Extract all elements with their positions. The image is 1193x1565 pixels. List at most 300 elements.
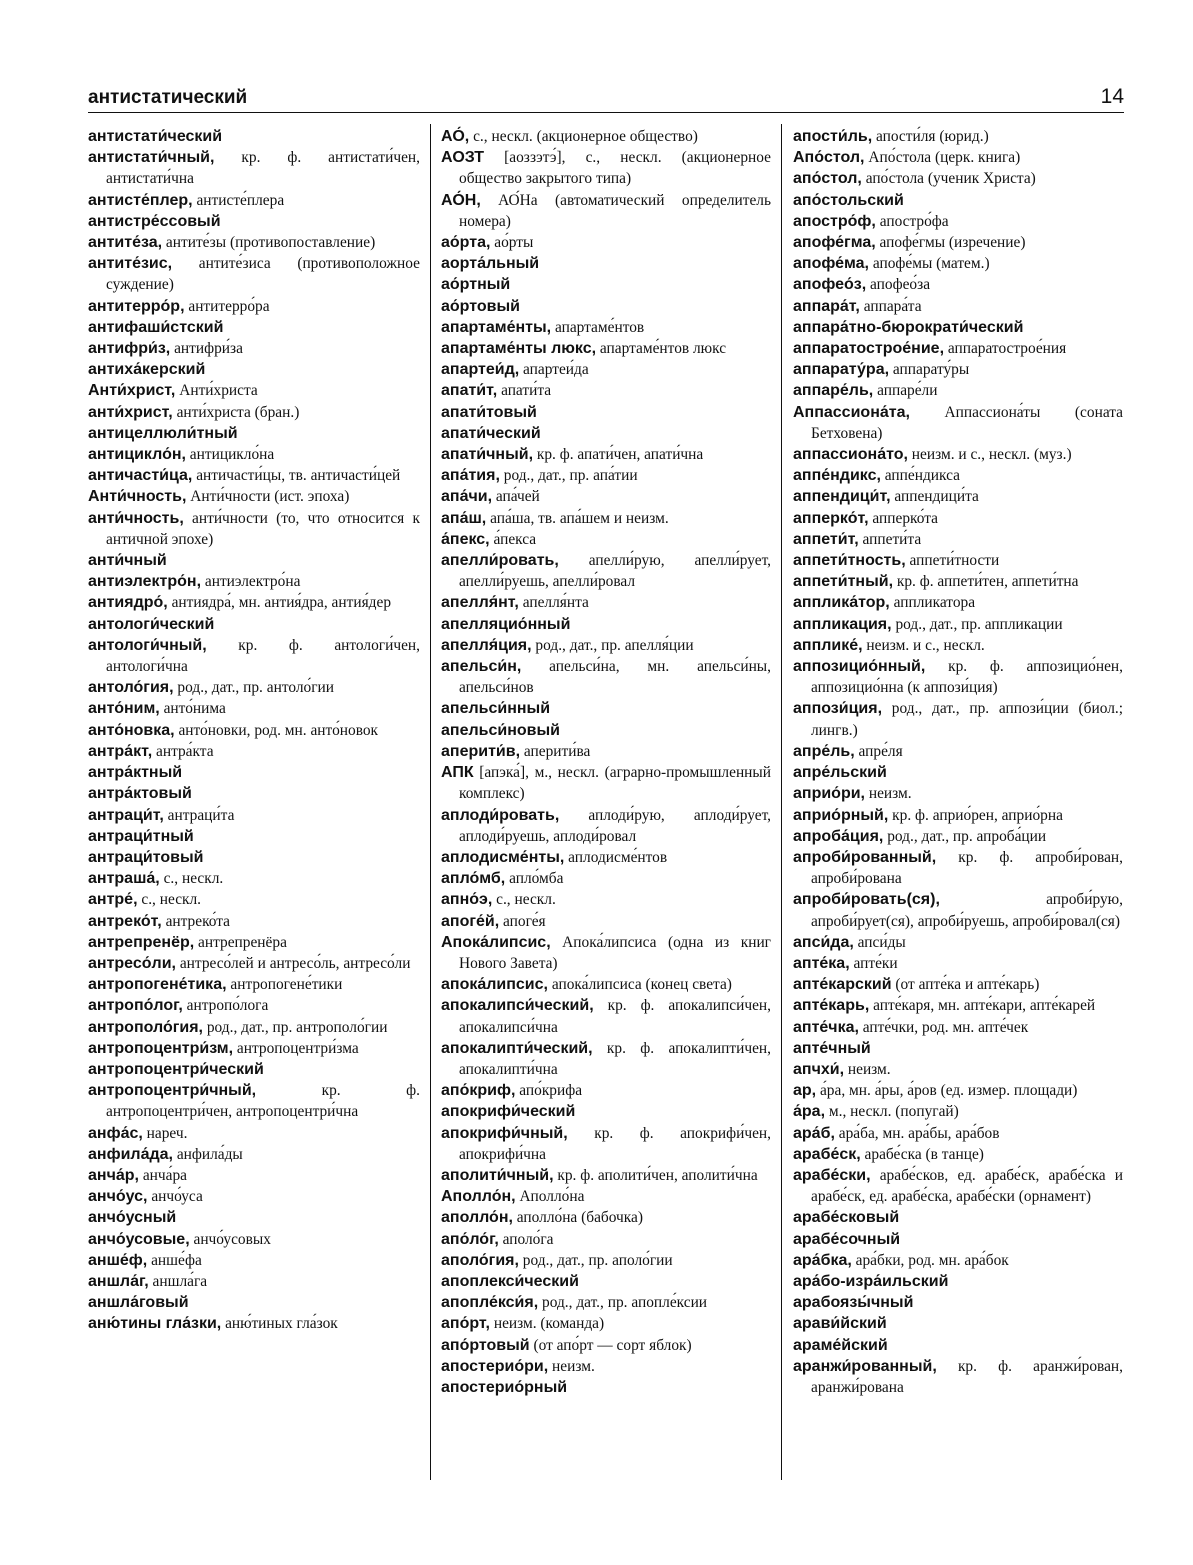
- dictionary-entry: [441, 465, 771, 486]
- headword: антистре́ссовый: [88, 212, 221, 230]
- headword: антропоцентри́ческий: [88, 1060, 264, 1078]
- headword: анти́чный: [88, 552, 167, 570]
- headword: аппара́тно-бюрократи́ческий: [793, 318, 1024, 336]
- entry-forms: Аппассиона́ты (соната Бетховена): [811, 403, 1123, 442]
- dictionary-entry: [441, 1335, 771, 1356]
- headword: антра́ктовый: [88, 785, 192, 803]
- headword: арабе́ски,: [793, 1166, 871, 1184]
- headword: апокалипти́ческий,: [441, 1039, 593, 1057]
- headword: антропоцентри́чный,: [88, 1082, 257, 1100]
- headword: анчо́ус,: [88, 1188, 148, 1206]
- headword: АПК: [441, 764, 474, 782]
- headword: апелля́ция,: [441, 636, 532, 654]
- headword: апа́ш,: [441, 509, 487, 527]
- dictionary-entry: [88, 974, 420, 995]
- entry-forms: аню́тиных гла́зок: [221, 1315, 338, 1333]
- entry-forms: апте́чки, род. мн. апте́чек: [858, 1018, 1029, 1036]
- dictionary-entry: [793, 232, 1123, 253]
- dictionary-entry: [88, 126, 420, 147]
- entry-forms: неизм. (команда): [489, 1315, 605, 1333]
- dictionary-entry: [88, 635, 420, 677]
- dictionary-entry: [441, 444, 771, 465]
- entry-forms: антисте́плера: [192, 191, 285, 209]
- entry-forms: апельси́на, мн. апельси́ны, апельси́нов: [459, 658, 771, 697]
- dictionary-entry: [793, 168, 1123, 189]
- headword: Аппассиона́та,: [793, 403, 910, 421]
- dictionary-entry: [88, 1080, 420, 1122]
- dictionary-entry: [793, 317, 1123, 338]
- dictionary-entry: [441, 698, 771, 719]
- headword: апте́ка,: [793, 954, 850, 972]
- headword: антите́зис,: [88, 255, 173, 273]
- entry-forms: аполло́на (бабочка): [512, 1209, 643, 1227]
- entry-forms: апости́ля (юрид.): [872, 128, 989, 145]
- headword: апати́т,: [441, 382, 498, 400]
- headword: апоге́й,: [441, 912, 500, 930]
- dictionary-entry: [793, 698, 1123, 740]
- page-number: 14: [1100, 85, 1124, 108]
- headword: аппарату́ра,: [793, 361, 890, 379]
- headword: апте́чный: [793, 1039, 871, 1057]
- entry-forms: Анти́чности (ист. эпоха): [186, 488, 350, 506]
- headword: апроба́ция,: [793, 827, 884, 845]
- entry-forms: апоге́я: [499, 912, 546, 930]
- dictionary-entry: [793, 529, 1123, 550]
- dictionary-entry: [88, 1059, 420, 1080]
- dictionary-entry: [88, 911, 420, 932]
- headword: арави́йский: [793, 1315, 887, 1333]
- entry-forms: анчо́усовых: [189, 1230, 271, 1248]
- headword: апелляцио́нный: [441, 615, 571, 633]
- headword: аппликация,: [793, 615, 892, 633]
- dictionary-entry: [88, 1207, 420, 1228]
- dictionary-entry: [441, 423, 771, 444]
- headword: апо́криф,: [441, 1082, 516, 1100]
- entry-forms: Апо́стола (церк. книга): [864, 149, 1021, 167]
- entry-forms: род., дат., пр. антоло́гии: [173, 679, 334, 697]
- headword: ао́ртный: [441, 276, 511, 294]
- headword: антраци́тный: [88, 827, 194, 845]
- entry-forms: кр. ф. априо́рен, априо́рна: [888, 806, 1063, 824]
- entry-forms: род., дат., пр. апа́тии: [499, 467, 638, 485]
- dictionary-entry: [441, 889, 771, 910]
- dictionary-entry: [88, 1186, 420, 1207]
- page-header: [88, 86, 1124, 113]
- headword: антре́,: [88, 891, 138, 909]
- headword: апостерио́ри,: [441, 1357, 549, 1375]
- dictionary-entry: [441, 1250, 771, 1271]
- headword: антропоцентри́зм,: [88, 1039, 234, 1057]
- headword: апартаме́нты,: [441, 318, 552, 336]
- dictionary-entry: [441, 974, 771, 995]
- entry-forms: АО́На (автоматический определитель номера): [459, 191, 771, 230]
- dictionary-entry: [88, 1313, 420, 1334]
- dictionary-entry: [441, 380, 771, 401]
- dictionary-entry: [793, 953, 1123, 974]
- dictionary-entry: [88, 889, 420, 910]
- dictionary-entry: [793, 592, 1123, 613]
- dictionary-entry: [441, 656, 771, 698]
- dictionary-entry: [793, 402, 1123, 444]
- headword: апре́льский: [793, 764, 887, 782]
- running-head: антистатический: [88, 87, 248, 108]
- headword: апати́ческий: [441, 424, 541, 442]
- dictionary-entry: [441, 296, 771, 317]
- entry-forms: с., нескл.: [159, 870, 224, 888]
- column-divider: [430, 124, 431, 1480]
- dictionary-entry: [793, 1123, 1123, 1144]
- dictionary-entry: [441, 1207, 771, 1228]
- dictionary-entry: [441, 1292, 771, 1313]
- dictionary-entry: [441, 338, 771, 359]
- headword: анча́р,: [88, 1166, 139, 1184]
- headword: апо́рт,: [441, 1315, 490, 1333]
- entry-forms: антрепренёра: [194, 933, 287, 951]
- headword: арабе́сочный: [793, 1230, 901, 1248]
- headword: аппе́ндикс,: [793, 467, 881, 485]
- headword: аню́тины гла́зки,: [88, 1315, 222, 1333]
- dictionary-entry: [88, 338, 420, 359]
- entry-forms: арабе́сков, ед. арабе́ск, арабе́ска и арабе́ск, ед. арабе́ска, арабе́ски (орнамент): [811, 1166, 1123, 1206]
- dictionary-entry: [88, 486, 420, 507]
- dictionary-entry: [88, 1144, 420, 1165]
- dictionary-entry: [441, 1271, 771, 1292]
- headword: апости́ль,: [793, 128, 873, 145]
- dictionary-entry: [441, 1356, 771, 1377]
- dictionary-entry: [441, 995, 771, 1037]
- dictionary-entry: [441, 402, 771, 423]
- dictionary-entry: [441, 1313, 771, 1334]
- headword: Апо́стол,: [793, 149, 865, 167]
- headword: антитерро́р,: [88, 297, 185, 315]
- entry-forms: античасти́цы, тв. античасти́цей: [192, 467, 401, 485]
- entry-forms: антреко́та: [161, 912, 231, 930]
- headword: апока́липсис,: [441, 976, 548, 994]
- dictionary-entry: [441, 847, 771, 868]
- entry-forms: аплоди́рую, аплоди́рует, аплоди́руешь, аплоди́ровал: [459, 806, 771, 845]
- headword: апре́ль,: [793, 742, 855, 760]
- dictionary-entry: [793, 1165, 1123, 1207]
- headword: апопле́кси́я,: [441, 1294, 539, 1312]
- headword: аперити́в,: [441, 742, 521, 760]
- entry-forms: аппети́та: [858, 530, 922, 548]
- entry-forms: м., нескл. (попугай): [825, 1103, 959, 1121]
- entry-forms: ара́ба, мн. ара́бы, ара́бов: [834, 1124, 1000, 1142]
- entry-forms: апо́стола (ученик Христа): [861, 170, 1036, 188]
- dictionary-entry: [441, 614, 771, 635]
- headword: апельси́н,: [441, 658, 522, 676]
- entry-forms: род., дат., пр. аппликации: [891, 615, 1063, 633]
- dictionary-entry: [793, 741, 1123, 762]
- dictionary-entry: [88, 1165, 420, 1186]
- entry-forms: с., нескл. (акционерное общество): [469, 128, 698, 145]
- entry-forms: апелли́рую, апелли́рует, апелли́руешь, апелли́ровал: [459, 552, 771, 591]
- dictionary-entry: [793, 974, 1123, 995]
- headword: априо́рный,: [793, 806, 889, 824]
- entry-forms: род., дат., пр. апопле́ксии: [538, 1294, 708, 1312]
- headword: антра́кт,: [88, 742, 153, 760]
- dictionary-entry: [441, 359, 771, 380]
- dictionary-entry: [793, 1144, 1123, 1165]
- entry-forms: неизм. и с., нескл.: [862, 636, 985, 654]
- headword: антраци́т,: [88, 806, 164, 824]
- dictionary-entry: [88, 423, 420, 444]
- entry-forms: антите́зиса (противоположное суждение): [106, 255, 420, 294]
- dictionary-entry: [88, 571, 420, 592]
- dictionary-entry: [441, 805, 771, 847]
- dictionary-entry: [88, 953, 420, 974]
- dictionary-entry: [88, 190, 420, 211]
- headword: апокрифи́ческий: [441, 1103, 576, 1121]
- headword: апельси́нный: [441, 700, 551, 718]
- entry-forms: апроби́рую, апроби́рует(ся), апроби́руешь, апроби́ровал(ся): [811, 891, 1123, 930]
- dictionary-entry: [88, 444, 420, 465]
- headword: аншла́говый: [88, 1294, 189, 1312]
- dictionary-entry: [88, 147, 420, 189]
- headword: аппара́т,: [793, 297, 860, 315]
- headword: аполити́чный,: [441, 1166, 554, 1184]
- headword: АО́,: [441, 128, 470, 145]
- entry-forms: аппарату́ры: [889, 361, 970, 379]
- dictionary-entry: [441, 253, 771, 274]
- dictionary-entry: [88, 359, 420, 380]
- dictionary-entry: [441, 147, 771, 189]
- headword: апокрифи́чный,: [441, 1124, 568, 1142]
- entry-forms: кр. ф. апокалипси́чен, апокалипси́чна: [459, 997, 771, 1036]
- headword: апостерио́рный: [441, 1378, 568, 1396]
- dictionary-entry: [88, 698, 420, 719]
- headword: апо́ло́г,: [441, 1230, 499, 1248]
- entry-forms: аплодисме́нтов: [564, 848, 668, 866]
- entry-forms: анча́ра: [138, 1166, 187, 1184]
- dictionary-entry: [793, 465, 1123, 486]
- entry-forms: апо́крифа: [515, 1082, 583, 1100]
- dictionary-entry: [441, 1229, 771, 1250]
- headword: аппети́т,: [793, 530, 859, 548]
- dictionary-entry: [88, 253, 420, 295]
- entry-forms: [аоззэтэ́], с., нескл. (акционерное общество закрытого типа): [459, 149, 771, 188]
- headword: арабоязы́чный: [793, 1294, 914, 1312]
- entry-forms: аперити́ва: [520, 742, 591, 760]
- headword: апати́чный,: [441, 446, 534, 464]
- headword: апельси́новый: [441, 721, 560, 739]
- dictionary-entry: [793, 1038, 1123, 1059]
- entry-forms: аппликатора: [889, 594, 976, 612]
- dictionary-entry: [793, 1059, 1123, 1080]
- dictionary-entry: [793, 486, 1123, 507]
- headword: антологи́ческий: [88, 615, 215, 633]
- dictionary-entry: [793, 932, 1123, 953]
- entry-forms: ао́рты: [490, 234, 534, 252]
- entry-forms: антифри́за: [170, 340, 243, 358]
- entry-forms: аппендици́та: [890, 488, 979, 506]
- dictionary-column-2: [441, 126, 771, 1398]
- dictionary-entry: [793, 805, 1123, 826]
- headword: апперко́т,: [793, 509, 869, 527]
- headword: антите́за,: [88, 234, 163, 252]
- headword: аппози́ция,: [793, 700, 883, 718]
- entry-forms: кр. ф. аппети́тен, аппети́тна: [893, 573, 1079, 591]
- headword: АОЗТ: [441, 149, 484, 167]
- entry-forms: род., дат., пр. аппози́ции (биол.; лингв.): [811, 700, 1123, 739]
- entry-forms: апа́ша, тв. апа́шем и неизм.: [486, 509, 669, 527]
- dictionary-entry: [441, 274, 771, 295]
- dictionary-entry: [441, 1377, 771, 1398]
- dictionary-entry: [88, 677, 420, 698]
- entry-forms: кр. ф. апати́чен, апати́чна: [533, 446, 704, 464]
- dictionary-entry: [88, 465, 420, 486]
- headword: антологи́чный,: [88, 636, 207, 654]
- entry-forms: апати́та: [497, 382, 552, 400]
- headword: аплодисме́нты,: [441, 848, 565, 866]
- entry-forms: апартеи́да: [519, 361, 589, 379]
- headword: апте́карский: [793, 976, 892, 994]
- entry-forms: неизм.: [865, 785, 912, 803]
- dictionary-entry: [441, 762, 771, 804]
- dictionary-entry: [88, 1292, 420, 1313]
- dictionary-entry: [441, 1123, 771, 1165]
- headword: антистати́ческий: [88, 128, 223, 145]
- headword: анше́ф,: [88, 1251, 148, 1269]
- entry-forms: аппара́та: [859, 297, 922, 315]
- headword: а́пекс,: [441, 530, 490, 548]
- entry-forms: апостро́фа: [875, 212, 949, 230]
- dictionary-entry: [793, 126, 1123, 147]
- headword: анти́христ,: [88, 403, 173, 421]
- entry-forms: нареч.: [142, 1124, 188, 1142]
- entry-forms: род., дат., пр. апроба́ции: [883, 827, 1047, 845]
- headword: апелля́нт,: [441, 594, 519, 612]
- entry-forms: Апока́липсиса (одна из книг Нового Завета): [459, 933, 771, 972]
- headword: Анти́чность,: [88, 488, 187, 506]
- dictionary-entry: [88, 1271, 420, 1292]
- dictionary-entry: [793, 614, 1123, 635]
- dictionary-entry: [793, 190, 1123, 211]
- headword: апелли́ровать,: [441, 552, 559, 570]
- dictionary-entry: [441, 529, 771, 550]
- entry-forms: анти́христа (бран.): [172, 403, 300, 421]
- headword: аппаре́ль,: [793, 382, 874, 400]
- dictionary-entry: [441, 317, 771, 338]
- entry-forms: [апэка́], м., нескл. (аграрно-промышленный комплекс): [459, 764, 771, 803]
- dictionary-entry: [793, 1292, 1123, 1313]
- headword: антрополо́гия,: [88, 1018, 203, 1036]
- dictionary-entry: [88, 720, 420, 741]
- entry-forms: ара́бки, род. мн. ара́бок: [851, 1251, 1009, 1269]
- dictionary-entry: [441, 635, 771, 656]
- dictionary-entry: [88, 614, 420, 635]
- headword: араме́йский: [793, 1336, 888, 1354]
- headword: аншла́г,: [88, 1272, 149, 1290]
- headword: аранжи́рованный,: [793, 1357, 937, 1375]
- entry-forms: апа́чей: [492, 488, 540, 506]
- headword: Апока́липсис,: [441, 933, 551, 951]
- headword: апно́э,: [441, 891, 493, 909]
- dictionary-column-1: [88, 126, 420, 1335]
- dictionary-entry: [793, 1356, 1123, 1398]
- dictionary-entry: [793, 889, 1123, 931]
- dictionary-entry: [793, 1080, 1123, 1101]
- headword: апоплекси́ческий: [441, 1272, 579, 1290]
- headword: апартаме́нты люкс,: [441, 340, 597, 358]
- entry-forms: апока́липсиса (конец света): [547, 976, 732, 994]
- dictionary-entry: [88, 1123, 420, 1144]
- headword: анти́чность,: [88, 509, 184, 527]
- dictionary-entry: [441, 232, 771, 253]
- dictionary-entry: [88, 762, 420, 783]
- headword: аппендици́т,: [793, 488, 891, 506]
- dictionary-entry: [441, 741, 771, 762]
- dictionary-entry: [793, 147, 1123, 168]
- entry-forms: апте́каря, мн. апте́кари, апте́карей: [869, 997, 1096, 1015]
- dictionary-entry: [88, 402, 420, 423]
- dictionary-entry: [793, 1335, 1123, 1356]
- entry-forms: кр. ф. апокалипти́чен, апокалипти́чна: [459, 1039, 771, 1078]
- dictionary-entry: [88, 550, 420, 571]
- column-divider: [781, 124, 782, 1480]
- headword: анто́новка,: [88, 721, 175, 739]
- dictionary-entry: [793, 550, 1123, 571]
- dictionary-entry: [88, 805, 420, 826]
- entry-forms: антра́кта: [152, 742, 214, 760]
- entry-forms: антицикло́на: [185, 446, 275, 464]
- dictionary-entry: [793, 359, 1123, 380]
- headword: аппети́тность,: [793, 552, 906, 570]
- entry-forms: Аполло́на: [515, 1188, 585, 1206]
- headword: апати́товый: [441, 403, 537, 421]
- entry-forms: кр. ф. антологи́чен, антологи́чна: [106, 636, 420, 676]
- dictionary-entry: [441, 508, 771, 529]
- headword: апо́ртовый: [441, 1336, 530, 1354]
- headword: анфа́с,: [88, 1124, 143, 1142]
- headword: анфила́да,: [88, 1145, 173, 1163]
- entry-forms: апофео́за: [866, 276, 931, 294]
- entry-forms: антраци́та: [163, 806, 235, 824]
- headword: ара́бка,: [793, 1251, 852, 1269]
- headword: ара́б,: [793, 1124, 835, 1142]
- dictionary-entry: [88, 508, 420, 550]
- entry-forms: анше́фа: [147, 1251, 202, 1269]
- dictionary-entry: [793, 1250, 1123, 1271]
- headword: а́ра,: [793, 1103, 826, 1121]
- dictionary-entry: [441, 932, 771, 974]
- dictionary-entry: [793, 656, 1123, 698]
- headword: апостро́ф,: [793, 212, 876, 230]
- dictionary-entry: [88, 1017, 420, 1038]
- dictionary-entry: [88, 783, 420, 804]
- dictionary-entry: [441, 1080, 771, 1101]
- headword: апофе́ма,: [793, 255, 869, 273]
- dictionary-entry: [88, 232, 420, 253]
- entry-forms: анто́нима: [159, 700, 226, 718]
- headword: антропо́лог,: [88, 997, 183, 1015]
- headword: антоло́гия,: [88, 679, 174, 697]
- headword: апплика́тор,: [793, 594, 890, 612]
- dictionary-entry: [441, 720, 771, 741]
- dictionary-entry: [88, 826, 420, 847]
- dictionary-entry: [441, 486, 771, 507]
- dictionary-entry: [793, 1313, 1123, 1334]
- headword: антицеллюли́тный: [88, 424, 238, 442]
- entry-forms: апартаме́нтов люкс: [596, 340, 727, 358]
- headword: апте́чка,: [793, 1018, 859, 1036]
- dictionary-entry: [441, 190, 771, 232]
- dictionary-entry: [88, 380, 420, 401]
- entry-forms: антропогене́тики: [226, 976, 343, 994]
- entry-forms: род., дат., пр. аполо́гии: [518, 1251, 673, 1269]
- headword: антреко́т,: [88, 912, 162, 930]
- dictionary-entry: [88, 1250, 420, 1271]
